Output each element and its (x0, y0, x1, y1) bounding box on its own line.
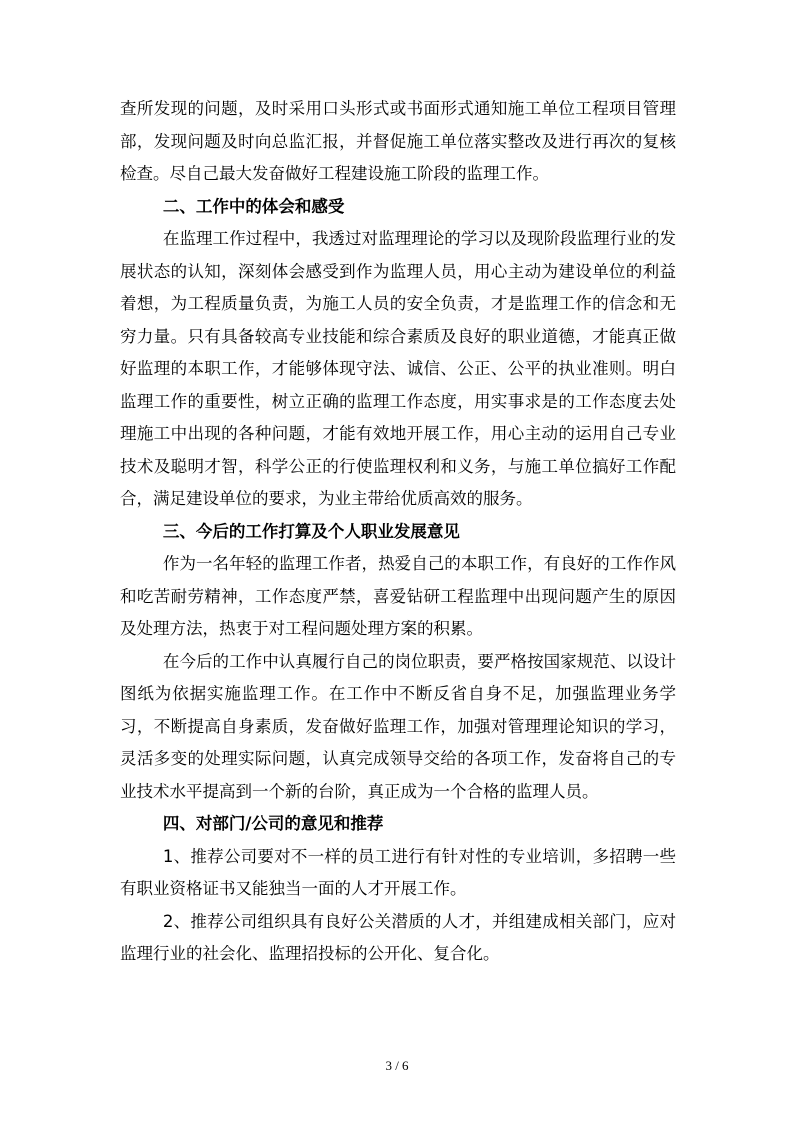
paragraph-experience: 在监理工作过程中，我透过对监理理论的学习以及现阶段监理行业的发展状态的认知，深刻体会感受到作为监理人员，用心主动为建设单位的利益着想，为工程质量负责，为施工人员的安全负责，才是监理工作的信念和无穷力量。只有具备较高专业技能和综合素质及良好的职业道德，才能真正做好监理的本职工作，才能够体现守法、诚信、公正、公平的执业准则。明白监理工作的重要性，树立正确的监理工作态度，用实事求是的工作态度去处理施工中出现的各种问题，才能有效地开展工作，用心主动的运用自己专业技术及聪明才智，科学公正的行使监理权利和义务，与施工单位搞好工作配合，满足建设单位的要求，为业主带给优质高效的服务。 (120, 229, 676, 508)
recommendation-1: 1、推荐公司要对不一样的员工进行有针对性的专业培训，多招聘一些有职业资格证书又能独当一面的人才开展工作。 (120, 846, 676, 898)
paragraph-plans-2: 在今后的工作中认真履行自己的岗位职责，要严格按国家规范、以设计图纸为依据实施监理工作。在工作中不断反省自身不足，加强监理业务学习，不断提高自身素质，发奋做好监理工作，加强对管理理论知识的学习，灵活多变的处理实际问题，认真完成领导交给的各项工作，发奋将自己的专业技术水平提高到一个新的台阶，真正成为一个合格的监理人员。 (120, 651, 676, 801)
section-heading-4: 四、对部门/公司的意见和推荐 (162, 814, 384, 833)
document-body (120, 93, 676, 971)
section-heading-2: 二、工作中的体会和感受 (162, 196, 345, 216)
paragraph-intro-continued: 查所发现的问题，及时采用口头形式或书面形式通知施工单位工程项目管理部，发现问题及时向总监汇报，并督促施工单位落实整改及进行再次的复核检查。尽自己最大发奋做好工程建设施工阶段的监理工作。 (120, 99, 676, 183)
section-heading-3: 三、今后的工作打算及个人职业发展意见 (162, 521, 460, 541)
paragraph-plans-1: 作为一名年轻的监理工作者，热爱自己的本职工作，有良好的工作作风和吃苦耐劳精神，工作态度严禁，喜爱钻研工程监理中出现问题产生的原因及处理方法，热衷于对工程问题处理方案的积累。 (120, 554, 676, 638)
recommendation-2: 2、推荐公司组织具有良好公关潜质的人才，并组建成相关部门，应对监理行业的社会化、监理招投标的公开化、复合化。 (120, 911, 676, 963)
page-number: 3 / 6 (385, 1058, 409, 1073)
